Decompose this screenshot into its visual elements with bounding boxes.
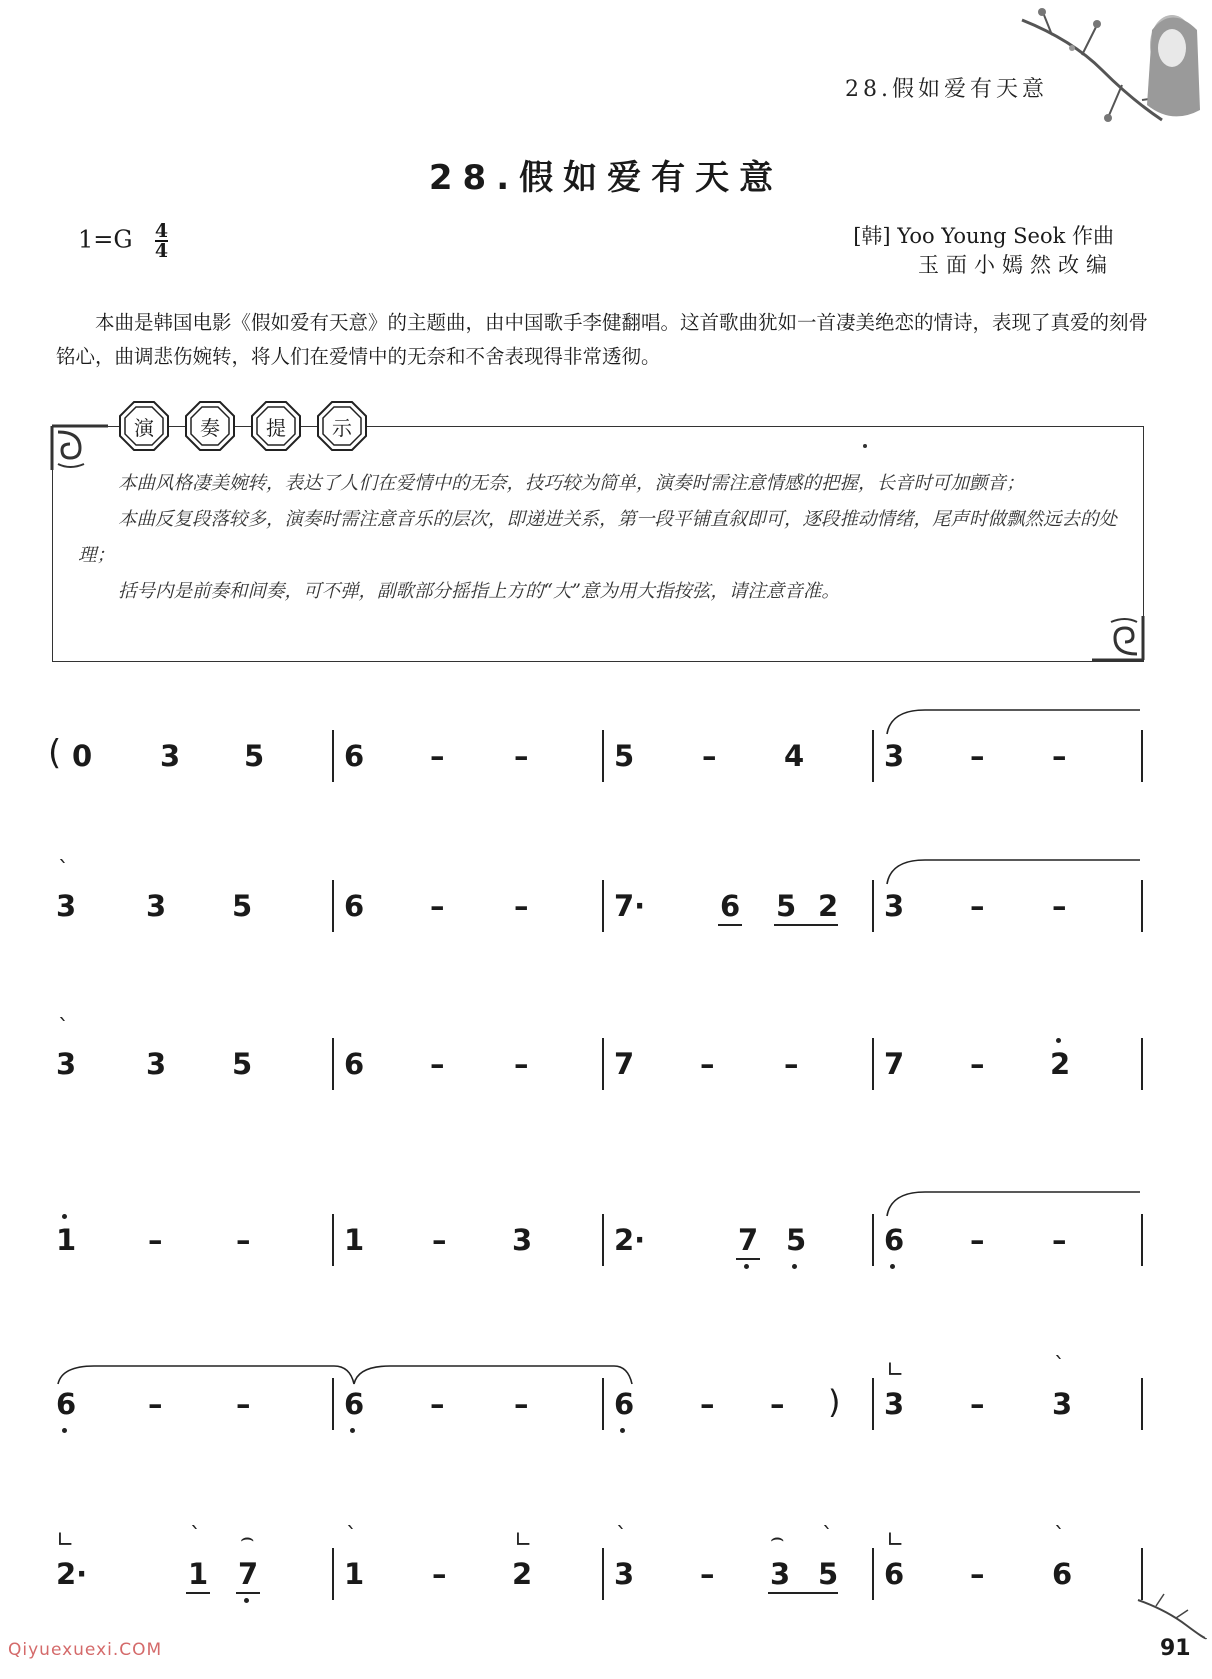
high-octave-dot: [1056, 1038, 1061, 1043]
technique-mark: ∟: [886, 1528, 905, 1553]
score-note: –: [430, 739, 445, 773]
eighth-underline: [768, 1592, 838, 1594]
technique-mark: ˋ: [190, 1524, 201, 1549]
barline: [332, 880, 334, 932]
technique-mark: ⌢: [240, 1526, 255, 1551]
eighth-underline: [186, 1592, 210, 1594]
score-note: –: [514, 1047, 529, 1081]
score-note: 3: [884, 739, 905, 773]
corner-scroll-ornament-bottom-right: [1090, 614, 1145, 662]
score-note: 3: [146, 1047, 167, 1081]
score-note: –: [430, 889, 445, 923]
eighth-underline: [774, 924, 838, 926]
barline: [332, 1214, 334, 1266]
score-note: –: [148, 1223, 163, 1257]
score-note: –: [1052, 889, 1067, 923]
barline: [872, 1548, 874, 1600]
low-octave-dot: [620, 1428, 625, 1433]
score-note: 3: [146, 889, 167, 923]
barline: [1141, 1038, 1143, 1090]
score-note: (: [48, 733, 62, 773]
time-signature-numerator: 4: [154, 220, 169, 242]
low-octave-dot: [890, 1264, 895, 1269]
score-note: –: [514, 1387, 529, 1421]
barline: [602, 1378, 604, 1430]
score-note: –: [700, 1557, 715, 1591]
technique-mark: ˋ: [1054, 1354, 1065, 1379]
score-note: 3: [56, 889, 77, 923]
barline: [1141, 730, 1143, 782]
score-note: –: [1052, 1223, 1067, 1257]
barline: [872, 1038, 874, 1090]
tie-slur: [885, 1188, 1145, 1218]
composer-credit: [韩] Yoo Young Seok 作曲: [853, 224, 1114, 248]
technique-mark: ˋ: [616, 1524, 627, 1549]
tips-heading-char: 示: [316, 400, 368, 452]
barline: [332, 1038, 334, 1090]
key-signature-text: 1=G: [78, 225, 133, 254]
score-note: –: [514, 739, 529, 773]
running-header: 28.假如爱有天意: [845, 77, 1048, 102]
technique-mark: ˋ: [1054, 1524, 1065, 1549]
score-note: 3: [884, 1387, 905, 1421]
technique-mark: ∟: [56, 1528, 75, 1553]
low-octave-dot: [350, 1428, 355, 1433]
tips-heading-char: 演: [118, 400, 170, 452]
tips-paragraph: 本曲风格凄美婉转，表达了人们在爱情中的无奈，技巧较为简单，演奏时需注意情感的把握，长音时可加颤音；: [118, 473, 1025, 494]
barline: [332, 730, 334, 782]
decorative-dot: [863, 444, 867, 448]
score-note: 5: [232, 1047, 253, 1081]
score-note: –: [784, 1047, 799, 1081]
score-note: –: [970, 1223, 985, 1257]
score-note: –: [970, 889, 985, 923]
score-note: 6: [884, 1223, 905, 1257]
score-note: 3: [614, 1557, 635, 1591]
branch-ornament-icon: [1136, 1590, 1208, 1640]
technique-mark: ∟: [514, 1528, 533, 1553]
tips-heading-char: 奏: [184, 400, 236, 452]
score-note: 5: [244, 739, 265, 773]
time-signature-denominator: 4: [154, 240, 169, 262]
score-note: 3: [160, 739, 181, 773]
tips-text: [78, 466, 1128, 610]
low-octave-dot: [62, 1428, 67, 1433]
score-note: 6: [614, 1387, 635, 1421]
tie-slur: [54, 1362, 634, 1386]
score-note: 6: [56, 1387, 77, 1421]
barline: [602, 1548, 604, 1600]
score-note: 3: [512, 1223, 533, 1257]
score-note: –: [432, 1557, 447, 1591]
score-note: –: [514, 889, 529, 923]
low-octave-dot: [792, 1264, 797, 1269]
technique-mark: ⌢: [770, 1526, 785, 1551]
tips-heading: [118, 400, 368, 452]
score-note: 2·: [56, 1557, 88, 1591]
intro-paragraph: 本曲是韩国电影《假如爱有天意》的主题曲，由中国歌手李健翻唱。这首歌曲犹如一首凄美绝恋的情诗，表现了真爱的刻骨铭心，曲调悲伤婉转，将人们在爱情中的无奈和不舍表现得非常透彻。: [56, 311, 1149, 368]
score-note: 6: [720, 889, 741, 923]
barline: [872, 730, 874, 782]
plum-blossom-illustration: [1012, 0, 1212, 135]
barline: [872, 880, 874, 932]
score-note: 5: [232, 889, 253, 923]
score-note: –: [970, 1047, 985, 1081]
arranger-credit: 玉面小嫣然改编: [918, 253, 1114, 277]
score-note: –: [236, 1223, 251, 1257]
score-note: 5: [614, 739, 635, 773]
score-note: –: [702, 739, 717, 773]
barline: [1141, 1214, 1143, 1266]
barline: [872, 1214, 874, 1266]
score-note: –: [700, 1047, 715, 1081]
score-note: 2: [512, 1557, 533, 1591]
technique-mark: ˋ: [58, 1016, 69, 1041]
technique-mark: ∟: [886, 1358, 905, 1383]
score-note: 6: [344, 739, 365, 773]
page-title: 28.假如爱有天意: [428, 158, 784, 198]
technique-mark: ˋ: [822, 1524, 833, 1549]
barline: [602, 1038, 604, 1090]
page-number: 91: [1160, 1636, 1191, 1661]
score-note: –: [700, 1387, 715, 1421]
score-note: 5: [776, 889, 797, 923]
barline: [1141, 880, 1143, 932]
score-note: 6: [344, 889, 365, 923]
score-note: –: [970, 1387, 985, 1421]
low-octave-dot: [244, 1598, 249, 1603]
score-note: 7: [238, 1557, 259, 1591]
tie-slur: [885, 706, 1145, 736]
score-note: 2: [818, 889, 839, 923]
eighth-underline: [236, 1592, 260, 1594]
score-note: 5: [786, 1223, 807, 1257]
score-note: 6: [884, 1557, 905, 1591]
tips-paragraph: 括号内是前奏和间奏，可不弹，副歌部分摇指上方的“大”意为用大指按弦，请注意音准。: [118, 581, 840, 602]
technique-mark: ˋ: [346, 1524, 357, 1549]
score-note: 2·: [614, 1223, 646, 1257]
score-note: –: [430, 1387, 445, 1421]
score-note: 3: [56, 1047, 77, 1081]
score-note: 1: [188, 1557, 209, 1591]
corner-scroll-ornament-top-left: [50, 424, 110, 472]
score-note: –: [148, 1387, 163, 1421]
score-note: 6: [344, 1047, 365, 1081]
score-note: –: [970, 1557, 985, 1591]
key-signature: [78, 222, 168, 260]
barline: [1141, 1378, 1143, 1430]
barline: [332, 1378, 334, 1430]
score-note: 5: [818, 1557, 839, 1591]
score-note: –: [1052, 739, 1067, 773]
barline: [602, 730, 604, 782]
score-note: –: [236, 1387, 251, 1421]
score-note: 7: [738, 1223, 759, 1257]
score-note: 7·: [614, 889, 646, 923]
score-note: 3: [884, 889, 905, 923]
tips-paragraph: 本曲反复段落较多，演奏时需注意音乐的层次，即递进关系，第一段平铺直叙即可，逐段推动情绪，尾声时做飘然远去的处理；: [78, 509, 1118, 566]
high-octave-dot: [62, 1214, 67, 1219]
score-note: –: [430, 1047, 445, 1081]
watermark: Qiyuexuexi.COM: [8, 1640, 163, 1660]
barline: [602, 880, 604, 932]
score-note: –: [432, 1223, 447, 1257]
score-note: 2: [1050, 1047, 1071, 1081]
time-signature: [155, 222, 168, 260]
score-note: –: [970, 739, 985, 773]
low-octave-dot: [744, 1264, 749, 1269]
score-note: 3: [1052, 1387, 1073, 1421]
technique-mark: ˋ: [58, 858, 69, 883]
eighth-underline: [718, 924, 742, 926]
score-note: 1: [56, 1223, 77, 1257]
barline: [872, 1378, 874, 1430]
score-note: 1: [344, 1557, 365, 1591]
tips-heading-char: 提: [250, 400, 302, 452]
barline: [332, 1548, 334, 1600]
tie-slur: [885, 856, 1145, 886]
score-note: –: [770, 1387, 785, 1421]
score-note: 3: [770, 1557, 791, 1591]
score-note: 1: [344, 1223, 365, 1257]
score-note: 7: [884, 1047, 905, 1081]
score-note: ): [828, 1383, 841, 1421]
score-note: 7: [614, 1047, 635, 1081]
score-note: 6: [1052, 1557, 1073, 1591]
score-note: 4: [784, 739, 805, 773]
score-note: 6: [344, 1387, 365, 1421]
credits: [853, 222, 1114, 280]
score-note: 0: [72, 739, 93, 773]
eighth-underline: [736, 1258, 760, 1260]
barline: [602, 1214, 604, 1266]
